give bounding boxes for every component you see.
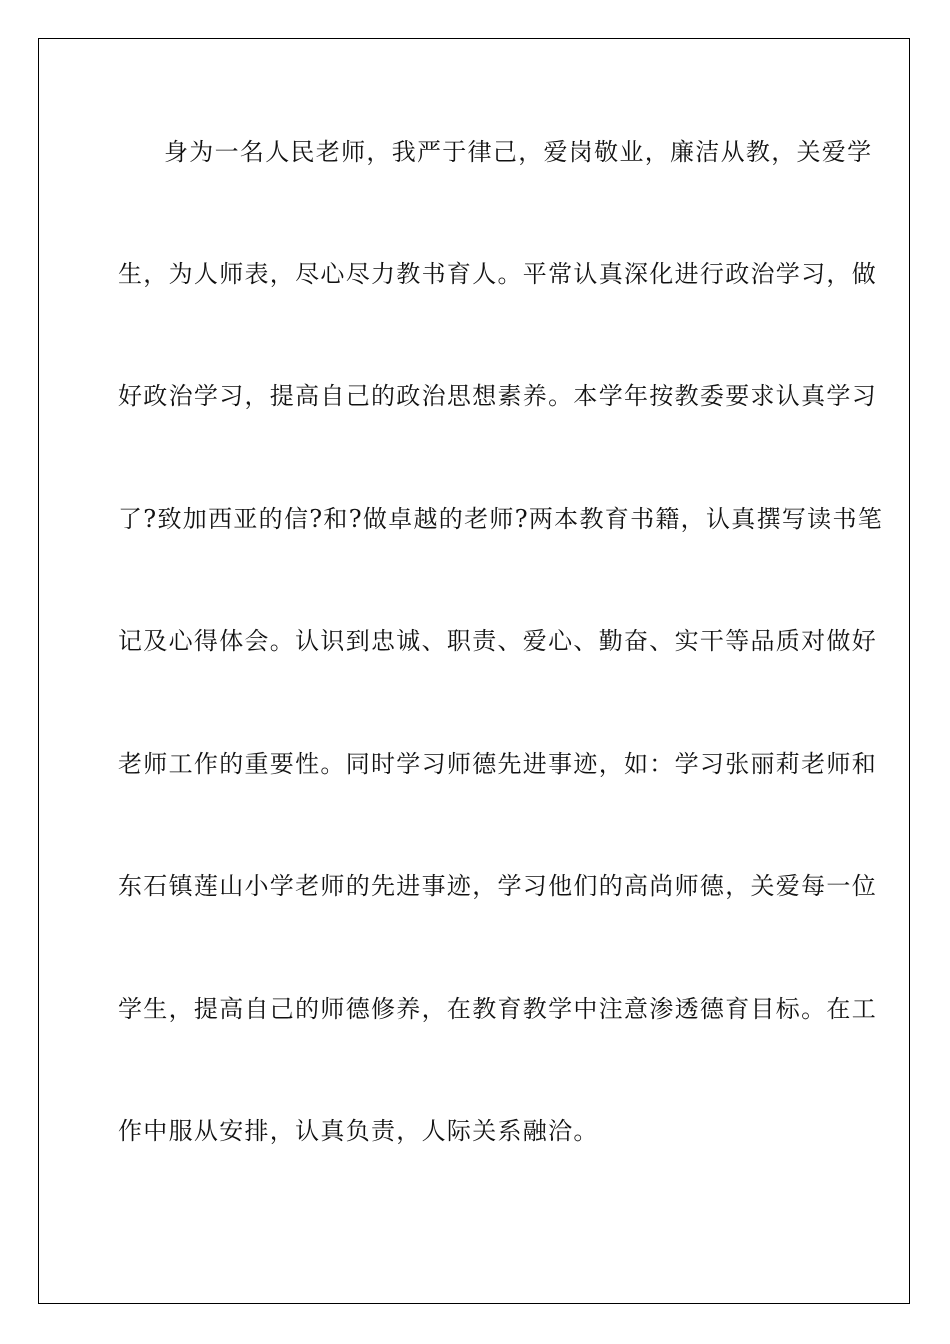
paragraph-line-9: 作中服从安排，认真负责，人际关系融洽。 [118, 1117, 599, 1145]
page-border [38, 38, 910, 1304]
paragraph-line-5: 记及心得体会。认识到忠诚、职责、爱心、勤奋、实干等品质对做好 [118, 627, 877, 655]
paragraph-line-6: 老师工作的重要性。同时学习师德先进事迹，如：学习张丽莉老师和 [118, 750, 877, 778]
paragraph-line-7: 东石镇莲山小学老师的先进事迹，学习他们的高尚师德，关爱每一位 [118, 872, 877, 900]
paragraph-line-2: 生，为人师表，尽心尽力教书育人。平常认真深化进行政治学习，做 [118, 260, 877, 288]
paragraph-line-1: 身为一名人民老师，我严于律己，爱岗敬业，廉洁从教，关爱学 [164, 138, 873, 166]
paragraph-line-3: 好政治学习，提高自己的政治思想素养。本学年按教委要求认真学习 [118, 382, 877, 410]
paragraph-line-8: 学生，提高自己的师德修养，在教育教学中注意渗透德育目标。在工 [118, 995, 877, 1023]
paragraph-line-4: 了?致加西亚的信?和?做卓越的老师?两本教育书籍，认真撰写读书笔 [118, 505, 884, 533]
